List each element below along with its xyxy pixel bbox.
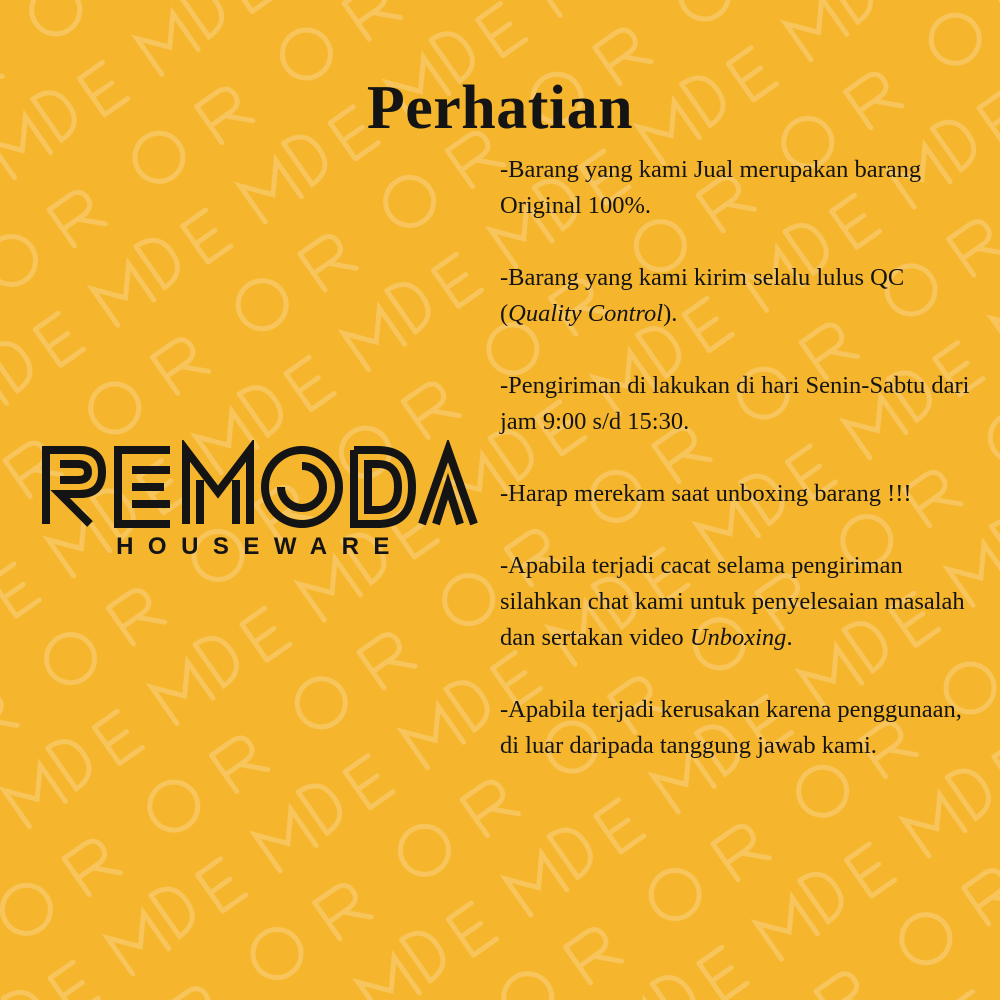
notice-emphasis: Unboxing (689, 624, 787, 651)
logo-letter-a (422, 450, 474, 524)
notice-text: -Barang yang kami kirim selalu lulus QC ( (500, 264, 905, 327)
logo-letter-r (46, 450, 102, 524)
brand-tagline-mark (40, 532, 480, 560)
logo-letter-m (186, 450, 250, 524)
notice-text: -Apabila terjadi kerusakan karena penggunaan, di luar daripada tanggung jawab kami. (500, 696, 962, 759)
notice-text: -Harap merekam saat unboxing barang !!! (500, 480, 912, 507)
notice-item (500, 152, 970, 224)
brand-logo-mark (40, 440, 480, 530)
page-title: Perhatian (366, 73, 634, 142)
brand-logo (40, 440, 480, 560)
logo-letter-e (118, 450, 170, 524)
notice-text-end: ). (663, 300, 678, 327)
notice-text: -Apabila terjadi cacat selama pengiriman silahkan chat kami untuk penyelesaian masalah dan sertakan video (500, 552, 965, 651)
notice-item (500, 548, 970, 656)
logo-letter-d (354, 450, 412, 524)
notice-text-end: . (786, 624, 793, 651)
svg-text:HOUSEWARE: HOUSEWARE (116, 533, 404, 560)
notice-text: -Barang yang kami Jual merupakan barang Original 100%. (500, 156, 922, 219)
notice-item (500, 260, 970, 332)
logo-letter-o (265, 450, 339, 524)
notice-item (500, 692, 970, 764)
notice-list (500, 152, 970, 800)
notice-item (500, 476, 970, 512)
notice-emphasis: Quality Control (508, 300, 664, 327)
notice-text: -Pengiriman di lakukan di hari Senin-Sabtu dari jam 9:00 s/d 15:30. (500, 372, 970, 435)
notice-item (500, 368, 970, 440)
